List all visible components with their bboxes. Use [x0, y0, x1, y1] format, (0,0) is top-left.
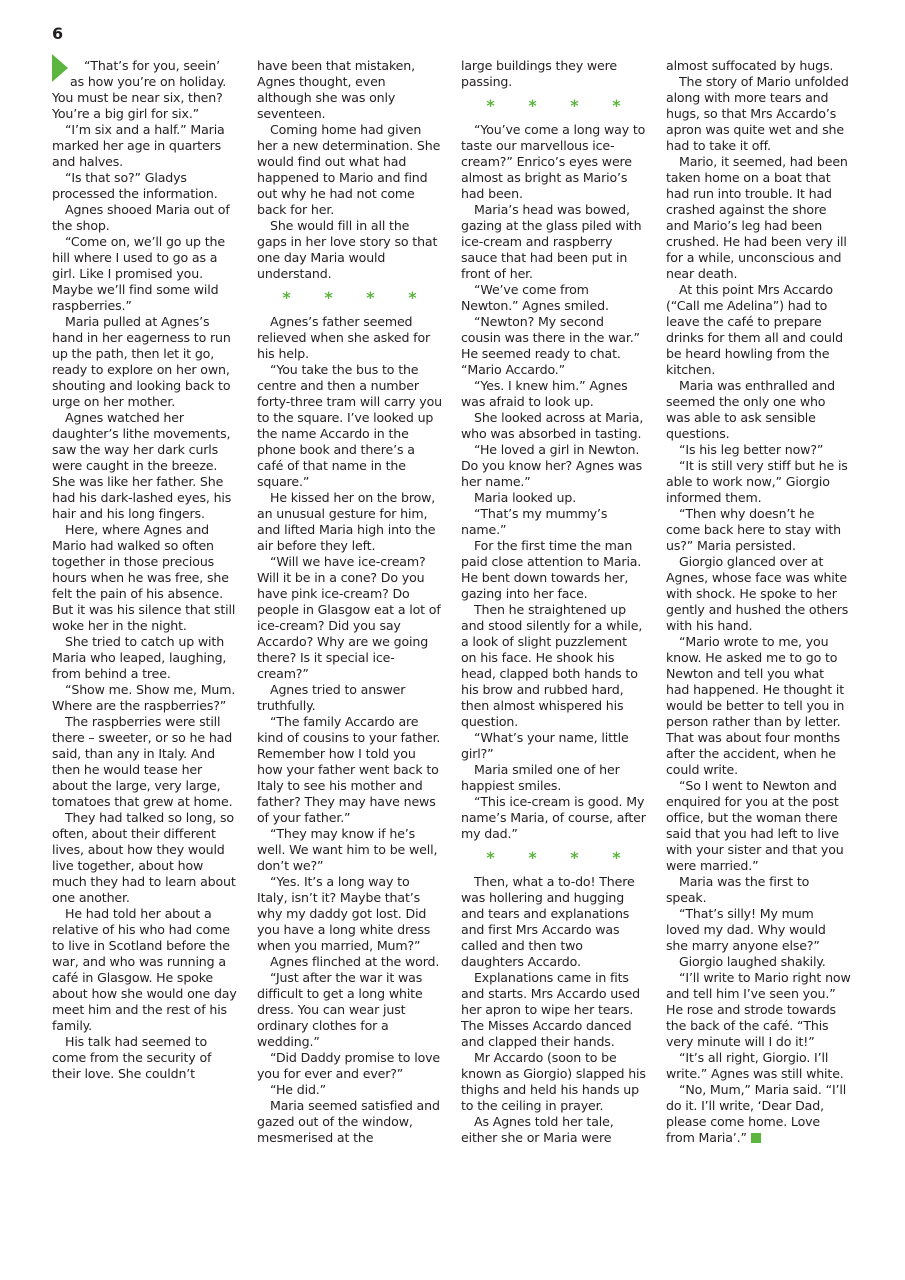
paragraph: “The family Accardo are kind of cousins to your father. Remember how I told you how your father went back to Italy to see his mother and father? They may have news of your father.”: [257, 714, 441, 825]
paragraph: Then he straightened up and stood silently for a while, a look of slight puzzlement on his face. He shook his head, clapped both hands to his brow and rubbed hard, then almost whispered his question.: [461, 602, 643, 729]
paragraph: His talk had seemed to come from the security of their love. She couldn’t: [52, 1034, 212, 1081]
paragraph: Giorgio laughed shakily.: [679, 954, 826, 969]
paragraph: “It’s all right, Giorgio. I’ll write.” Agnes was still white.: [666, 1050, 844, 1081]
paragraph: Agnes watched her daughter’s lithe movements, saw the way her dark curls were caught in the breeze. She was like her father. She had his dark-lashed eyes, his hair and his long fingers.: [52, 410, 232, 521]
paragraph: The story of Mario unfolded along with more tears and hugs, so that Mrs Accardo’s apron was quite wet and she had to take it off.: [666, 74, 849, 153]
paragraph: almost suffocated by hugs.: [666, 58, 834, 73]
paragraph: “What’s your name, little girl?”: [461, 730, 629, 761]
paragraph: “He did.”: [270, 1082, 327, 1097]
paragraph: “Did Daddy promise to love you for ever and ever?”: [257, 1050, 441, 1081]
paragraph: Maria pulled at Agnes’s hand in her eagerness to run up the path, then let it go, ready to explore on her own, shouting and looking back to urge on her mother.: [52, 314, 231, 409]
paragraph: “So I went to Newton and enquired for you at the post office, but the woman there said that you had left to live with your sister and that you were married.”: [666, 778, 844, 873]
paragraph: “He loved a girl in Newton. Do you know her? Agnes was her name.”: [461, 442, 643, 489]
column-2-part-a: [257, 58, 442, 282]
column-2-part-b: [257, 314, 442, 1146]
text-column-2: [257, 58, 442, 1146]
paragraph: “Mario wrote to me, you know. He asked me to go to Newton and tell you what had happened. He thought it would be better to tell you in person rather than by letter. That was about four months after the accident, when he could write.: [666, 634, 845, 777]
paragraph: Mario, it seemed, had been taken home on a boat that had run into trouble. It had crashed against the shore and Mario’s leg had been crushed. He had been very ill for a while, unconscious and near death.: [666, 154, 848, 281]
paragraph: “This ice-cream is good. My name’s Maria, of course, after my dad.”: [461, 794, 646, 841]
page-number: 6: [52, 24, 64, 43]
paragraph: Then, what a to-do! There was hollering and hugging and tears and explanations and first Mrs Accardo was called and then two daughters Accardo.: [461, 874, 635, 969]
paragraph: Agnes’s father seemed relieved when she asked for his help.: [257, 314, 431, 361]
text-column-1: [52, 58, 237, 1082]
paragraph: She looked across at Maria, who was absorbed in tasting.: [461, 410, 644, 441]
paragraph: large buildings they were passing.: [461, 58, 617, 89]
paragraph: “Come on, we’ll go up the hill where I used to go as a girl. Like I promised you. Maybe we’ll find some wild raspberries.”: [52, 234, 225, 313]
text-column-3: [461, 58, 646, 1146]
paragraph: As Agnes told her tale, either she or Maria were: [461, 1114, 614, 1145]
section-break-stars: * * * *: [486, 848, 635, 867]
arrow-spacer: [52, 58, 70, 90]
paragraph: Coming home had given her a new determination. She would find out what had happened to Mario and find out why he had not come back for her.: [257, 122, 441, 217]
paragraph: “Yes. I knew him.” Agnes was afraid to look up.: [461, 378, 628, 409]
paragraph: Maria looked up.: [474, 490, 577, 505]
paragraph: Agnes tried to answer truthfully.: [257, 682, 406, 713]
paragraph: Agnes flinched at the word.: [270, 954, 440, 969]
paragraph: “No, Mum,” Maria said. “I’ll do it. I’ll write, ‘Dear Dad, please come home. Love from Maria’.”: [666, 1082, 847, 1145]
paragraph: Agnes shooed Maria out of the shop.: [52, 202, 230, 233]
paragraph: For the first time the man paid close attention to Maria. He bent down towards her, gazing into her face.: [461, 538, 642, 601]
paragraph: “That’s for you, seein’ as how you’re on holiday. You must be near six, then? You’re a big girl for six.”: [52, 58, 227, 121]
paragraph: “That’s my mummy’s name.”: [461, 506, 608, 537]
paragraph: Maria was the first to speak.: [666, 874, 810, 905]
paragraph: “We’ve come from Newton.” Agnes smiled.: [461, 282, 609, 313]
text-column-4: [666, 58, 851, 1146]
paragraph: “Is his leg better now?”: [679, 442, 824, 457]
column-3-part-b: [461, 122, 646, 842]
paragraph: Giorgio glanced over at Agnes, whose face was white with shock. He spoke to her gently and hushed the others with his hand.: [666, 554, 849, 633]
paragraph: “I’ll write to Mario right now and tell him I’ve seen you.” He rose and strode towards the back of the café. “This very minute will I do it!”: [666, 970, 851, 1049]
paragraph: “You take the bus to the centre and then a number forty-three tram will carry you to the square. I’ve looked up the name Accardo in the phone book and there’s a café of that name in the square.”: [257, 362, 442, 489]
paragraph: “Will we have ice-cream? Will it be in a cone? Do you have pink ice-cream? Do people in Glasgow eat a lot of ice-cream? Did you say Accardo? Why are we going there? Is it special ice-cream?”: [257, 554, 441, 681]
end-of-story-square-icon: [751, 1133, 761, 1143]
paragraph: “You’ve come a long way to taste our marvellous ice-cream?” Enrico’s eyes were almost as bright as Mario’s had been.: [461, 122, 646, 201]
section-break-stars: * * * *: [486, 96, 635, 115]
paragraph: have been that mistaken, Agnes thought, even although she was only seventeen.: [257, 58, 415, 121]
column-3-part-a: [461, 58, 646, 90]
paragraph: “Just after the war it was difficult to get a long white dress. You can wear just ordinary clothes for a wedding.”: [257, 970, 423, 1049]
paragraph: He had told her about a relative of his who had come to live in Scotland before the war, and who was running a café in Glasgow. He spoke about how she would one day meet him and the rest of his family.: [52, 906, 237, 1033]
paragraph: Maria seemed satisfied and gazed out of the window, mesmerised at the: [257, 1098, 440, 1145]
paragraph: “They may know if he’s well. We want him to be well, don’t we?”: [257, 826, 438, 873]
paragraph: “That’s silly! My mum loved my dad. Why would she marry anyone else?”: [666, 906, 826, 953]
paragraph: “Then why doesn’t he come back here to stay with us?” Maria persisted.: [666, 506, 841, 553]
column-3-part-c: [461, 874, 646, 1146]
paragraph: Maria’s head was bowed, gazing at the glass piled with ice-cream and raspberry sauce that had been put in front of her.: [461, 202, 642, 281]
paragraph: Maria smiled one of her happiest smiles.: [461, 762, 620, 793]
paragraph: He kissed her on the brow, an unusual gesture for him, and lifted Maria high into the air before they left.: [257, 490, 436, 553]
paragraph: “It is still very stiff but he is able to work now,” Giorgio informed them.: [666, 458, 848, 505]
paragraph: Mr Accardo (soon to be known as Giorgio) slapped his thighs and held his hands up to the ceiling in prayer.: [461, 1050, 646, 1113]
paragraph: At this point Mrs Accardo (“Call me Adelina”) had to leave the café to prepare drinks for them all and could be heard howling from the kitchen.: [666, 282, 843, 377]
paragraph: “Is that so?” Gladys processed the information.: [52, 170, 218, 201]
paragraph: “Show me. Show me, Mum. Where are the raspberries?”: [52, 682, 236, 713]
paragraph: “Newton? My second cousin was there in the war.” He seemed ready to chat. “Mario Accardo.”: [461, 314, 640, 377]
paragraph: The raspberries were still there – sweeter, or so he had said, than any in Italy. And then he would tease her about the large, very large, tomatoes that grew at home.: [52, 714, 233, 809]
paragraph: She tried to catch up with Maria who leaped, laughing, from behind a tree.: [52, 634, 227, 681]
paragraph: Here, where Agnes and Mario had walked so often together in those precious hours when he was free, she felt the pain of his absence. But it was his silence that still woke her in the night.: [52, 522, 236, 633]
paragraph: “I’m six and a half.” Maria marked her age in quarters and halves.: [52, 122, 225, 169]
paragraph: Explanations came in fits and starts. Mrs Accardo used her apron to wipe her tears. The Misses Accardo danced and clapped their hands.: [461, 970, 640, 1049]
paragraph: “Yes. It’s a long way to Italy, isn’t it? Maybe that’s why my daddy got lost. Did you have a long white dress when you married, Mum?”: [257, 874, 431, 953]
section-break-stars: * * * *: [282, 288, 431, 307]
paragraph: They had talked so long, so often, about their different lives, about how they would live together, about how much they had to learn about one another.: [52, 810, 236, 905]
paragraph: Maria was enthralled and seemed the only one who was able to ask sensible questions.: [666, 378, 835, 441]
paragraph: She would fill in all the gaps in her love story so that one day Maria would understand.: [257, 218, 438, 281]
